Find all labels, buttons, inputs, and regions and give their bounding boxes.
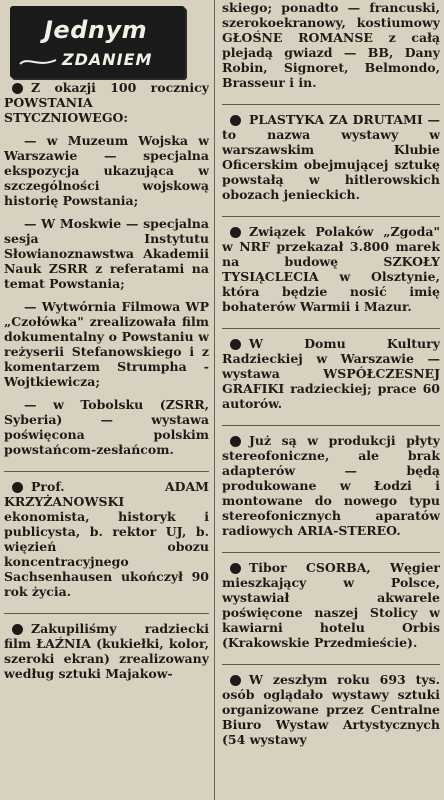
divider [4,471,209,472]
flourish-ornament [18,54,58,68]
article-text: W Domu Kultury Radzieckiej w Warszawie — wystawa WSPÓŁCZESNEJ GRAFIKI radzieckiej; prace 60 autorów. [222,336,440,411]
bullet-icon [230,339,241,350]
article-text: — Wytwórnia Filmowa WP „Czołówka" zrealizowała film dokumentalny o Powstaniu w reżyserii Stefanowskiego i z komentarzem Strumpha - Wojtkiewicza; [4,299,209,389]
article-moscow [4,216,209,299]
divider [222,664,440,665]
article-wystawy [222,672,440,755]
article-stereo [222,433,440,546]
divider [4,613,209,614]
right-articles [222,0,440,755]
article-text: skiego; ponadto — francuski, szerokoekranowy, kostiumowy GŁOŚNE ROMANSE z całą plejadą gwiazd — BB, Dany Robin, Signoret, Belmondo, Brasseur i in. [222,0,440,90]
bullet-icon [230,675,241,686]
divider [222,104,440,105]
bullet-icon [12,624,23,635]
article-lazna-film [4,621,209,689]
article-text: Związek Polaków „Zgoda" w NRF przekazał 3.800 marek na budowę SZKOŁY TYSIĄCLECIA w Olsztynie, która będzie nosić imię bohaterów Warmii i Mazur. [222,224,440,314]
column-rule [214,0,215,800]
bullet-icon [230,563,241,574]
right-column [222,0,440,800]
left-column [4,0,209,800]
article-text: W zeszłym roku 693 tys. osób oglądało wystawy sztuki organizowane przez Centralne Biuro Wystaw Artystycznych (54 wystawy [222,672,440,747]
article-krzyzanowski [4,479,209,607]
masthead-title-line1: Jednym [44,16,148,44]
article-text: — w Muzeum Wojska w Warszawie — specjalna ekspozycja ukazująca w szczególności wojskową historię Powstania; [4,133,209,208]
article-romanse [222,0,440,98]
bullet-icon [12,482,23,493]
article-text: Tibor CSORBA, Węgier mieszkający w Polsce, wystawiał akwarele poświęcone naszej Stolicy w kawiarni hotelu Orbis (Krakowskie Przedmieście). [222,560,440,650]
bullet-icon [12,83,23,94]
article-text: — W Moskwie — specjalna sesja Instytutu Słowianoznawstwa Akademii Nauk ZSRR z referatami na temat Powstania; [4,216,209,291]
article-museum [4,133,209,216]
article-tobolsk [4,397,209,465]
masthead-logo [10,6,185,78]
bullet-icon [230,227,241,238]
article-film-studio [4,299,209,397]
article-zgoda [222,224,440,322]
article-text: Zakupiliśmy radziecki film ŁAŹNIA (kukiełki, kolor, szeroki ekran) zrealizowany według sztuki Majakow- [4,621,209,681]
divider [222,328,440,329]
article-text: PLASTYKA ZA DRUTAMI — to nazwa wystawy w warszawskim Klubie Oficerskim obejmującej sztukę powstałą w hitlerowskich obozach jenieckich. [222,112,440,202]
left-articles [4,80,209,689]
bullet-icon [230,115,241,126]
article-grafika [222,336,440,419]
divider [222,552,440,553]
article-text: Już są w produkcji płyty stereofoniczne, ale brak adapterów — będą produkowane w Łodzi i montowane do nowego typu stereofonicznych aparatów radiowych ARIA-STEREO. [222,433,440,538]
article-text: — w Tobolsku (ZSRR, Syberia) — wystawa poświęcona polskim powstańcom-zesłańcom. [4,397,209,457]
article-csorba [222,560,440,658]
article-anniversary [4,80,209,133]
article-plastyka [222,112,440,210]
divider [222,425,440,426]
masthead-title-line2: ZDANIEM [62,50,153,69]
bullet-icon [230,436,241,447]
divider [222,216,440,217]
article-text: Prof. ADAM KRZYŻANOWSKI ekonomista, historyk i publicysta, b. rektor UJ, b. więzień obozu koncentracyjnego Sachsenhausen ukończył 90 rok życia. [4,479,209,599]
article-text: Z okazji 100 rocznicy POWSTANIA STYCZNIOWEGO: [4,80,209,125]
